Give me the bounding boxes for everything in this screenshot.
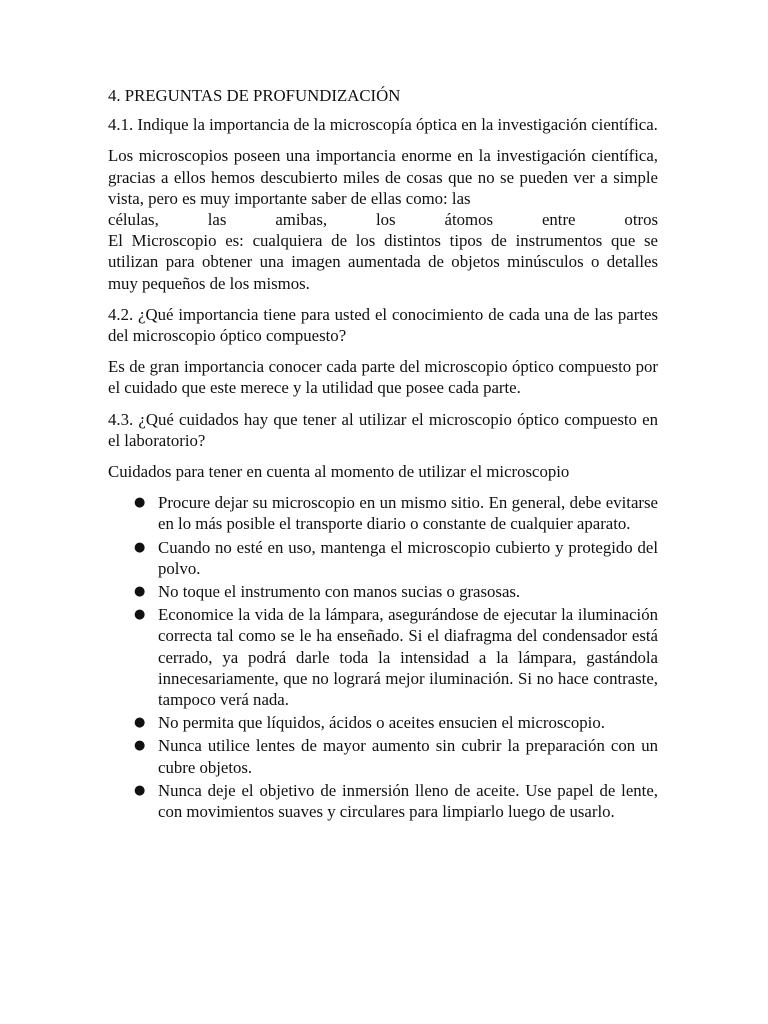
list-item xyxy=(108,581,658,602)
list-item xyxy=(108,712,658,733)
bullet-icon: ● xyxy=(134,715,146,731)
question-4-2: 4.2. ¿Qué importancia tiene para usted el conocimiento de cada una de las partes del microscopio óptico compuesto? xyxy=(108,304,658,346)
bullet-icon: ● xyxy=(134,584,146,600)
question-4-3: 4.3. ¿Qué cuidados hay que tener al utilizar el microscopio óptico compuesto en el laboratorio? xyxy=(108,409,658,450)
list-item-text: No permita que líquidos, ácidos o aceites ensucien el microscopio. xyxy=(158,713,605,733)
bullet-icon: ● xyxy=(134,782,146,798)
answer-4-1-definition: El Microscopio es: cualquiera de los distintos tipos de instrumentos que se utilizan para obtener una imagen aumentada de objetos minúsculos o detalles muy pequeños de los mismos. xyxy=(108,231,658,293)
bullet-icon: ● xyxy=(134,495,146,511)
list-item xyxy=(108,604,658,710)
list-item-text: Nunca utilice lentes de mayor aumento sin cubrir la preparación con un cubre objetos. xyxy=(158,736,658,777)
document-page xyxy=(108,85,658,824)
list-item xyxy=(108,537,658,579)
list-item xyxy=(108,735,658,777)
answer-4-3-intro: Cuidados para tener en cuenta al momento de utilizar el microscopio xyxy=(108,462,570,482)
list-item-text: Procure dejar su microscopio en un mismo sitio. En general, debe evitarse en lo más posible el transporte diario o constante de cualquier aparato. xyxy=(158,493,658,534)
section-heading: 4. PREGUNTAS DE PROFUNDIZACIÓN xyxy=(108,86,401,105)
list-item-text: Cuando no esté en uso, mantenga el microscopio cubierto y protegido del polvo. xyxy=(158,537,658,578)
list-item-text: No toque el instrumento con manos sucias o grasosas. xyxy=(158,582,521,602)
list-item xyxy=(108,780,658,822)
bullet-icon: ● xyxy=(134,607,146,623)
bullet-icon: ● xyxy=(134,539,146,555)
question-4-1: 4.1. Indique la importancia de la microscopía óptica en la investigación científica. xyxy=(108,115,658,135)
answer-4-1-list-line: células, las amibas, los átomos entre otros xyxy=(108,210,658,230)
list-item-text: Economice la vida de la lámpara, asegurándose de ejecutar la iluminación correcta tal como se le ha enseñado. Si el diafragma del condensador está cerrado, ya podrá darle toda la intensidad a la lámpara, gastándola innecesariamente, que no logrará mejor iluminación. Si no hace contraste, tampoco verá nada. xyxy=(158,605,658,710)
answer-4-1 xyxy=(108,145,658,230)
list-item xyxy=(108,492,658,534)
list-item-text: Nunca deje el objetivo de inmersión lleno de aceite. Use papel de lente, con movimientos suaves y circulares para limpiarlo luego de usarlo. xyxy=(158,780,658,822)
bullet-icon: ● xyxy=(134,738,146,754)
answer-4-2: Es de gran importancia conocer cada parte del microscopio óptico compuesto por el cuidado que este merece y la utilidad que posee cada parte. xyxy=(108,357,658,398)
answer-4-1-text: Los microscopios poseen una importancia enorme en la investigación científica, gracias a ellos hemos descubierto miles de cosas que no se pueden ver a simple vista, pero es muy importante saber de ellas como: las xyxy=(108,146,658,208)
care-list xyxy=(108,492,658,822)
